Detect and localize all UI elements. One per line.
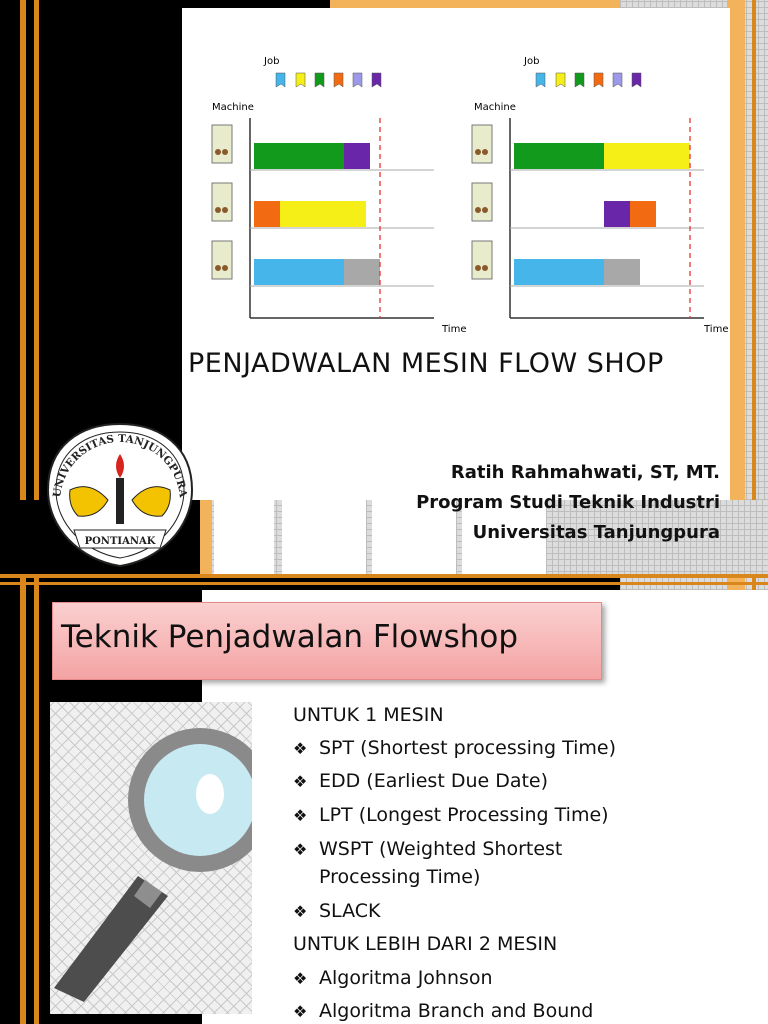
job-flag-6 — [632, 73, 641, 87]
bullet-icon: ❖ — [293, 969, 308, 988]
bottom-white-block-2 — [282, 500, 366, 574]
job-legend-right — [536, 73, 641, 87]
job-label-right: Job — [524, 56, 540, 67]
machine-icon-dot — [215, 207, 221, 213]
list-item-text: EDD (Earliest Due Date) — [319, 770, 549, 792]
machine-icon-2 — [212, 183, 232, 221]
machine-icon-dot — [222, 149, 228, 155]
list-item-continuation: Processing Time) — [319, 866, 481, 888]
bar-m3-job5 — [604, 259, 640, 285]
job-flag-4 — [334, 73, 343, 87]
bar-m1-job2 — [604, 143, 690, 169]
magnifier-glare — [196, 774, 224, 814]
job-flag-2 — [296, 73, 305, 87]
bottom-stripe-2 — [0, 582, 768, 585]
list-item-text: Algoritma Branch and Bound — [319, 1000, 594, 1022]
machine-icon-1 — [212, 125, 232, 163]
bar-m3-job1 — [254, 259, 344, 285]
bar-m2-job6 — [604, 201, 630, 227]
bar-m1-job3 — [514, 143, 604, 169]
machine-icon-dot — [222, 207, 228, 213]
magnifier-image-panel — [50, 702, 252, 1014]
section-single-machine: UNTUK 1 MESIN — [293, 704, 444, 726]
study-program: Program Studi Teknik Industri — [416, 492, 720, 513]
bullet-icon: ❖ — [293, 902, 308, 921]
job-flag-5 — [613, 73, 622, 87]
list-item — [293, 965, 493, 992]
bottom-stripe-1 — [0, 574, 768, 578]
bullet-icon: ❖ — [293, 806, 308, 825]
machine-icon-dot — [482, 149, 488, 155]
machine-icon-1 — [472, 125, 492, 163]
list-item — [293, 998, 593, 1024]
job-flag-1 — [536, 73, 545, 87]
job-flag-6 — [372, 73, 381, 87]
bar-m2-job4 — [254, 201, 280, 227]
bar-m3-job5 — [344, 259, 380, 285]
content-slide — [0, 590, 768, 1024]
flowshop-gantt-diagrams — [182, 40, 742, 340]
machine-icons-right — [472, 125, 492, 279]
bullet-icon: ❖ — [293, 739, 308, 758]
bullet-icon: ❖ — [293, 1002, 308, 1021]
list-item-text: SLACK — [319, 900, 381, 922]
list-item — [293, 898, 380, 925]
job-flag-4 — [594, 73, 603, 87]
left-stripe-inner — [34, 590, 39, 1024]
list-item-text: LPT (Longest Processing Time) — [319, 804, 609, 826]
machine-icon-2 — [472, 183, 492, 221]
machine-icon-3 — [472, 241, 492, 279]
bottom-white-block-1 — [214, 500, 274, 574]
section-multi-machine: UNTUK LEBIH DARI 2 MESIN — [293, 933, 558, 955]
bar-m2-job2 — [280, 201, 366, 227]
author-name: Ratih Rahmahwati, ST, MT. — [450, 462, 720, 483]
list-item — [293, 802, 609, 829]
machine-icon-3 — [212, 241, 232, 279]
machine-icons-left — [212, 125, 232, 279]
bar-m3-job1 — [514, 259, 604, 285]
bullet-icon: ❖ — [293, 772, 308, 791]
list-item — [293, 735, 616, 762]
machine-icon-dot — [215, 149, 221, 155]
job-legend-left — [276, 73, 381, 87]
left-stripe-join — [20, 574, 26, 590]
list-item — [293, 768, 548, 795]
job-flag-1 — [276, 73, 285, 87]
bar-m2-job4 — [630, 201, 656, 227]
bullet-icon: ❖ — [293, 840, 308, 859]
bar-m1-job3 — [254, 143, 344, 169]
gantt-diagram-left — [212, 56, 466, 335]
magnifying-glass-icon — [50, 702, 252, 1014]
left-stripe-outer — [20, 590, 26, 1024]
slide2-title-box — [52, 602, 602, 680]
list-item — [293, 836, 562, 863]
bar-m1-job6 — [344, 143, 370, 169]
slide1-title: PENJADWALAN MESIN FLOW SHOP — [188, 348, 664, 379]
list-item-text: WSPT (Weighted Shortest — [319, 838, 563, 860]
job-flag-3 — [315, 73, 324, 87]
job-flag-3 — [575, 73, 584, 87]
machine-icon-dot — [222, 265, 228, 271]
bottom-orange-accent — [200, 500, 212, 574]
machine-icon-dot — [475, 207, 481, 213]
job-flag-5 — [353, 73, 362, 87]
list-item-text: Algoritma Johnson — [319, 967, 493, 989]
machine-icon-dot — [475, 149, 481, 155]
logo-top-text: UNIVERSITAS TANJUNGPURA — [51, 432, 189, 499]
gantt-diagram-right — [472, 56, 728, 335]
machine-icon-dot — [475, 265, 481, 271]
machine-icon-dot — [482, 265, 488, 271]
list-item-text: SPT (Shortest processing Time) — [319, 737, 616, 759]
university-logo — [40, 420, 200, 570]
slide2-title: Teknik Penjadwalan Flowshop — [61, 619, 519, 655]
logo-bottom-text: PONTIANAK — [84, 536, 156, 547]
machine-icon-dot — [482, 207, 488, 213]
logo-torch — [116, 478, 124, 524]
machine-icon-dot — [215, 265, 221, 271]
machine-label-left: Machine — [212, 102, 254, 113]
job-flag-2 — [556, 73, 565, 87]
university-name: Universitas Tanjungpura — [472, 522, 720, 543]
time-label-right: Time — [704, 324, 729, 335]
machine-label-right: Machine — [474, 102, 516, 113]
job-label-left: Job — [264, 56, 280, 67]
time-label-left: Time — [442, 324, 467, 335]
